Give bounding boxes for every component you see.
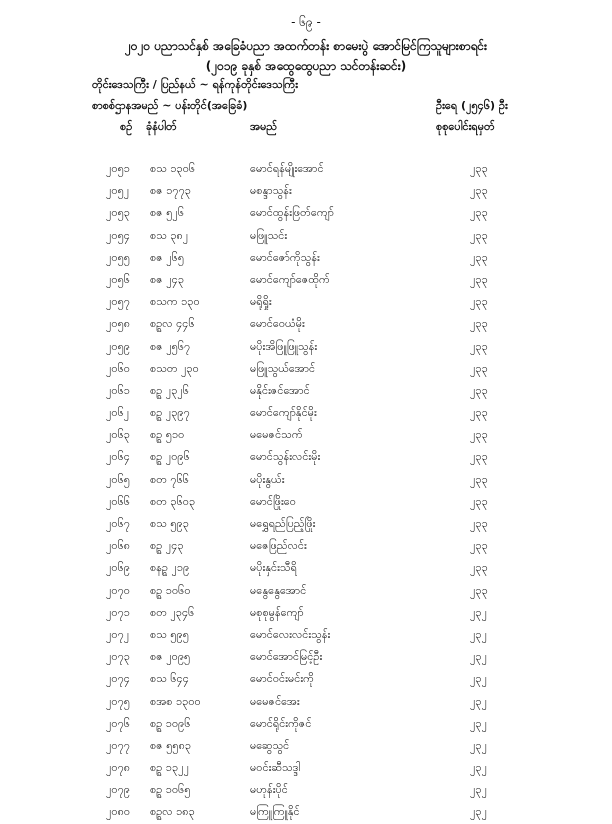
table-row (0, 580, 612, 602)
table-row (0, 624, 612, 646)
roll-number: စဇ ၁၇၇၃ (150, 184, 191, 198)
row-number: ၂၀၆၃ (106, 428, 130, 442)
roll-number: စသ ၅၉၅ (150, 627, 189, 641)
total-score: ၂၃၂ (470, 783, 487, 797)
student-name: မဖြူသင်း (250, 228, 288, 242)
total-score: ၂၃၃ (470, 361, 488, 375)
roll-number: စတ ၂၃၄၆ (150, 605, 195, 619)
table-row (0, 247, 612, 269)
roll-number: စသတ ၂၃၀ (150, 361, 199, 375)
row-number: ၂၀၇၀ (106, 583, 130, 597)
row-number: ၂၀၇၅ (106, 694, 130, 708)
table-row (0, 779, 612, 801)
roll-number: စဥ္ဂ ၂၀၉၆ (150, 450, 190, 464)
student-name: မပိုးနှင်းသီရိ (250, 561, 297, 575)
student-name: မောင်ဇော်ကိုသွန်း (250, 250, 320, 264)
row-number: ၂၀၇၈ (106, 761, 131, 775)
total-score: ၂၃၃ (470, 339, 488, 353)
table-row (0, 358, 612, 380)
total-score: ၂၃၃ (470, 206, 488, 220)
total-score: ၂၃၃ (470, 228, 488, 242)
table-row (0, 180, 612, 202)
student-name: မောင်ဝေယံမိုး (250, 317, 305, 331)
table-row (0, 735, 612, 757)
row-number: ၂၀၇၃ (106, 650, 130, 664)
student-name: မပိုးနွယ်း (250, 472, 285, 486)
row-number: ၂၀၅၈ (106, 317, 131, 331)
row-number: ၂၀၆၅ (106, 472, 130, 486)
total-score: ၂၃၂ (470, 805, 487, 819)
header-name: အမည် (250, 120, 278, 133)
total-score: ၂၃၃ (470, 428, 488, 442)
roll-number: စဇ ၂၄၃ (150, 272, 185, 286)
roll-number: စတ ၃၆၀၃ (150, 494, 196, 508)
roll-number: စဥ္ဂ ၅၁၀ (150, 428, 185, 442)
row-number: ၂၀၅၉ (106, 339, 130, 353)
table-row (0, 801, 612, 823)
table-row (0, 757, 612, 779)
total-score: ၂၃၃ (470, 561, 488, 575)
roll-number: စဥ္ဂ ၂၄၃ (150, 539, 184, 553)
row-number: ၂၀၅၁ (106, 162, 130, 175)
roll-number: စဥ္ဂ ၁၀၆၀ (150, 583, 191, 597)
student-name: မရွှေရည်ပြည့်ဖြိုး (250, 517, 316, 530)
row-number: ၂၀၆၆ (106, 494, 130, 508)
row-number: ၂၀၆၄ (106, 450, 130, 464)
student-name: မောင်ရန်မျိုးအောင် (250, 162, 324, 175)
student-name: မပိုးအိဖြူဖြူသွန်း (250, 339, 318, 353)
total-score: ၂၃၂ (470, 738, 487, 752)
total-score: ၂၃၃ (470, 383, 488, 397)
table-row (0, 646, 612, 668)
row-number: ၂၀၇၆ (106, 716, 130, 730)
table-row (0, 291, 612, 313)
table-row (0, 402, 612, 424)
roll-number: စဥ္ဂ ၁၀၆၅ (150, 783, 191, 797)
row-number: ၂၀၆၈ (106, 539, 131, 553)
total-score: ၂၃၂ (470, 672, 487, 686)
row-number: ၂၀၆၇ (106, 517, 130, 530)
total-score: ၂၃၃ (470, 406, 488, 420)
roll-number: စဥ္ဂ ၁၀၉၆ (150, 716, 191, 730)
table-row (0, 424, 612, 446)
roll-number: စဥ္ဂ ၂၃၂၆ (150, 383, 189, 397)
total-score: ၂၃၂ (470, 716, 487, 730)
table-row (0, 469, 612, 491)
roll-number: စသ ၁၃၀၆ (150, 162, 196, 175)
page-title: ၂၀၂၀ ပညာသင်နှစ် အခြေခံပညာ အထက်တန်း စာမေးပွဲ အောင်မြင်ကြသူများစာရင်း (124, 39, 488, 53)
roll-number: စဥ္ဂ ၁၃၂၂ (150, 761, 189, 775)
row-number: ၂၀၇၁ (106, 605, 130, 619)
roll-number: စတ ၇၆၆ (150, 472, 189, 486)
total-score: ၂၃၃ (470, 450, 488, 464)
table-row (0, 668, 612, 690)
roll-number: စအစ ၁၃၀၀ (150, 694, 201, 708)
total-score: ၂၃၃ (470, 539, 488, 553)
table-row (0, 557, 612, 579)
total-score: ၂၃၃ (470, 517, 488, 530)
row-number: ၂၀၆၉ (106, 561, 130, 575)
student-name: မရိုရှိုး (250, 295, 272, 309)
total-score: ၂၃၃ (470, 494, 488, 508)
roll-number: စသ ၆၄၄ (150, 672, 189, 686)
table-row (0, 202, 612, 224)
student-name: မဟုန်းပိုင် (250, 783, 288, 797)
student-name: မောင်လေးလင်းသွန်း (250, 627, 331, 641)
total-count: ဦးရေ (၂၅၄၆) ဦး (436, 99, 508, 112)
exam-center-label: စာစစ်ဌာနအမည် ~ ပန်းတိုင်(အခြေခံ) (92, 99, 248, 112)
total-score: ၂၃၃ (470, 162, 488, 175)
header-number: စဉ် (120, 120, 133, 133)
page-number: - ၆၉ - (291, 15, 321, 29)
header-score: စုစုပေါင်းရမှတ် (436, 120, 495, 133)
row-number: ၂၀၇၇ (106, 738, 130, 752)
roll-number: စသ ၃၈၂ (150, 228, 189, 242)
student-name: မောင်ကျော်ဇေထိုက် (250, 272, 330, 286)
region-label: တိုင်းဒေသကြီး / ပြည်နယ် ~ ရန်ကုန်တိုင်းဒေသကြီး (92, 78, 298, 91)
row-number: ၂၀၅၇ (106, 295, 130, 309)
table-row (0, 535, 612, 557)
student-name: မောင်ရိုင်းကိုဇင် (250, 716, 312, 730)
student-name: မမေဇင်အေး (250, 694, 300, 708)
row-number: ၂၀၈၀ (106, 805, 131, 819)
row-number: ၂၀၅၃ (106, 206, 130, 220)
student-name: မမေဇင်သက် (250, 428, 303, 442)
total-score: ၂၃၂ (470, 627, 487, 641)
student-name: မောင်သွန်းလင်းမိုး (250, 450, 321, 464)
total-score: ၂၃၃ (470, 250, 488, 264)
total-score: ၂၃၃ (470, 184, 488, 198)
roll-number: စဇ ၅၂၆ (150, 206, 185, 220)
table-row (0, 313, 612, 335)
roll-number: စဥ္ဂ ၂၃၉၇ (150, 406, 190, 420)
student-name: မဝင်းဆီသဒ္ဒါ (250, 761, 301, 775)
table-row (0, 602, 612, 624)
results-list (0, 158, 612, 824)
row-number: ၂၀၇၄ (106, 672, 130, 686)
student-name: မကြူကြူနိုင် (250, 805, 300, 819)
roll-number: စဇ ၂၆၅ (150, 250, 185, 264)
row-number: ၂၀၅၆ (106, 272, 130, 286)
row-number: ၂၀၅၄ (106, 228, 130, 242)
row-number: ၂၀၆၂ (106, 406, 130, 420)
row-number: ၂၀၅၅ (106, 250, 130, 264)
row-number: ၂၀၅၂ (106, 184, 130, 198)
student-name: မဆွေသွင် (250, 738, 290, 752)
total-score: ၂၃၃ (470, 295, 488, 309)
table-row (0, 513, 612, 535)
table-row (0, 269, 612, 291)
row-number: ၂၀၇၂ (106, 627, 130, 641)
student-name: မောင်ထွန်းဖြတ်ကျော် (250, 206, 334, 220)
student-name: မဇေဖြည်လင်း (250, 539, 307, 553)
row-number: ၂၀၆၁ (106, 383, 130, 397)
row-number: ၂၀၆၀ (106, 361, 130, 375)
total-score: ၂၃၃ (470, 272, 488, 286)
total-score: ၂၃၂ (470, 605, 487, 619)
roll-number: စနဥ္ဂ ၂၁၉ (150, 561, 190, 575)
table-row (0, 380, 612, 402)
table-row (0, 691, 612, 713)
total-score: ၂၃၃ (470, 583, 488, 597)
header-roll-number: ခုံနံပါတ် (146, 120, 177, 133)
student-name: မဖြူသွယ်အောင် (250, 361, 316, 375)
student-name: မောင်ဝင်းမင်းကို (250, 672, 314, 686)
student-name: မောင်အောင်မြင့်ဦး (250, 650, 323, 664)
table-row (0, 225, 612, 247)
table-row (0, 336, 612, 358)
student-name: မစုစုမွန်ကျော် (250, 605, 304, 619)
total-score: ၂၃၂ (470, 650, 487, 664)
total-score: ၂၃၃ (470, 472, 488, 486)
student-name: မောင်ဖြိုးဝေ (250, 494, 296, 508)
student-name: မစန္ဒာသွန်း (250, 184, 292, 198)
page-subtitle: (၂၀၁၉ ခုနှစ် အထွေထွေပညာ သင်တန်းဆင်း) (205, 59, 407, 73)
total-score: ၂၃၂ (470, 761, 487, 775)
row-number: ၂၀၇၉ (106, 783, 130, 797)
table-row (0, 158, 612, 180)
table-row (0, 446, 612, 468)
student-name: မောင်ကျော်နိုင်မိုး (250, 406, 317, 420)
student-name: မနိုင်းဇင်အောင် (250, 383, 310, 397)
roll-number: စဇ ၂၀၉၅ (150, 650, 191, 664)
student-name: မနွေနွေအောင် (250, 583, 307, 597)
roll-number: စဇ ၂၅၆၇ (150, 339, 191, 353)
table-row (0, 713, 612, 735)
roll-number: စသက ၁၃၀ (150, 295, 200, 309)
table-row (0, 491, 612, 513)
roll-number: စဇ ၅၅၈၃ (150, 738, 192, 752)
total-score: ၂၃၂ (470, 694, 487, 708)
roll-number: စဥ္ဂလ ၁၈၃ (150, 805, 195, 819)
roll-number: စသ ၅၉၃ (150, 517, 189, 530)
roll-number: စဥ္ဂလ ၄၄၆ (150, 317, 195, 331)
total-score: ၂၃၃ (470, 317, 488, 331)
